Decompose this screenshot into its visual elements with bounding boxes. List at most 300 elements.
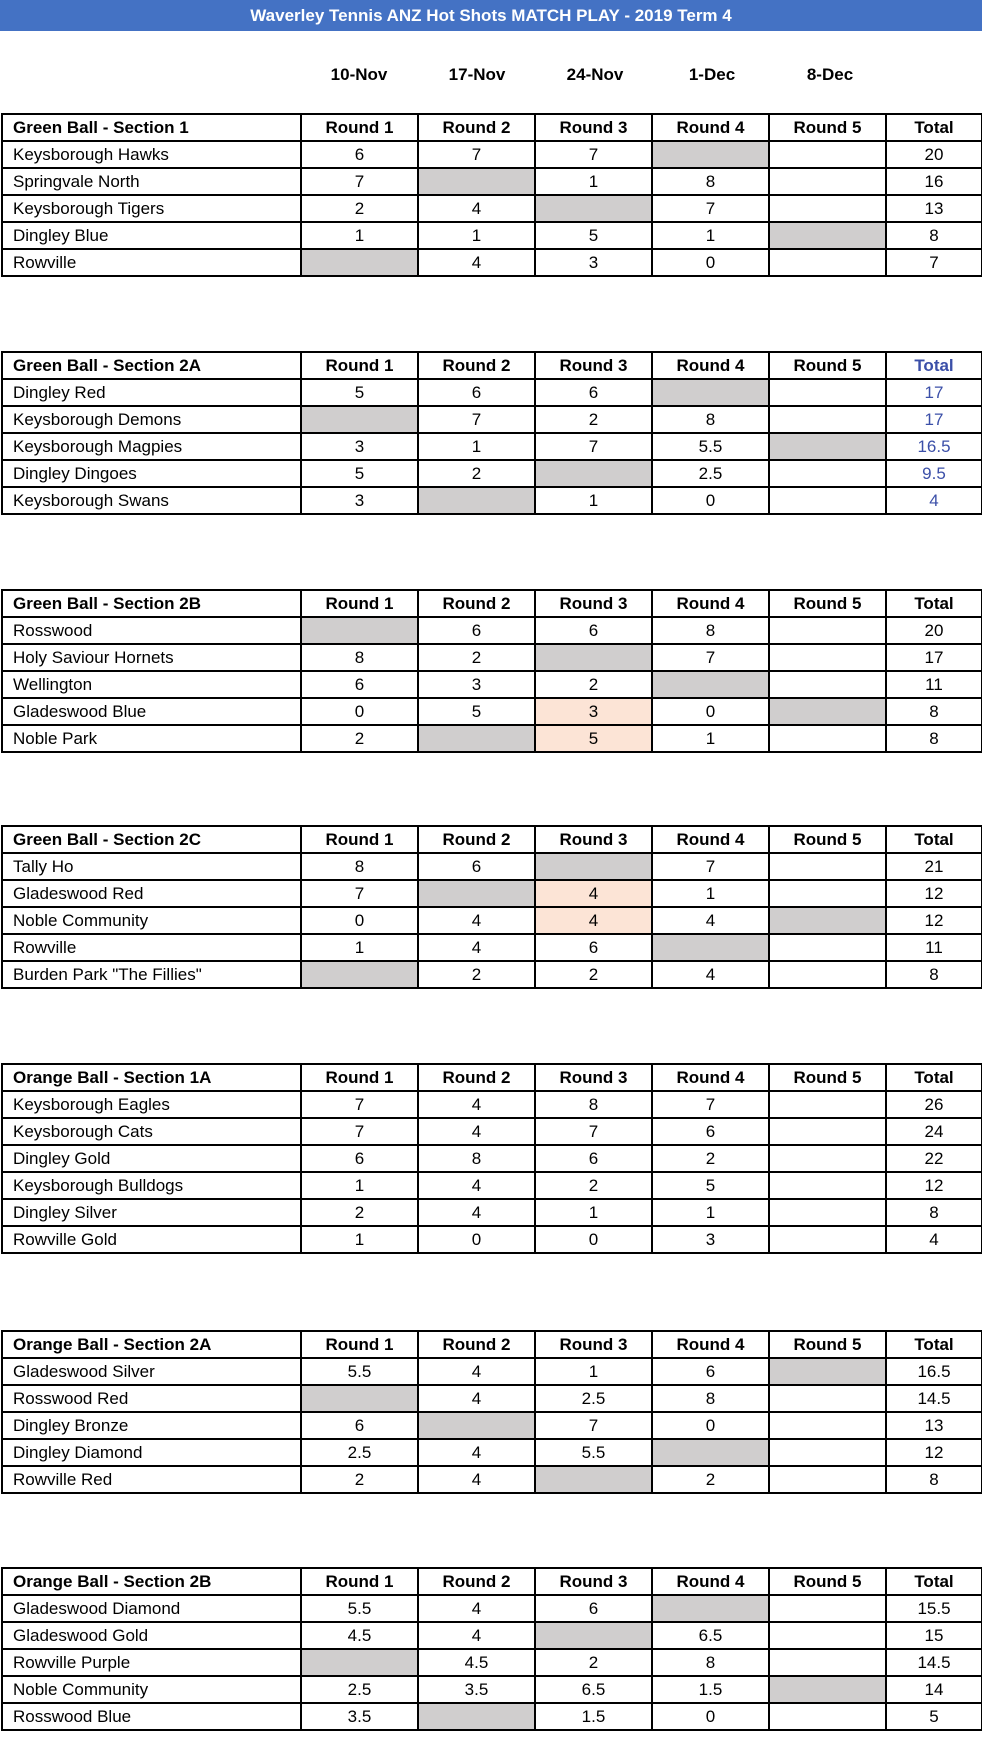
round-3-score: 1 [535, 1199, 652, 1226]
total-cell: 8 [886, 725, 982, 752]
section-name: Orange Ball - Section 2B [2, 1568, 301, 1595]
round-1-score: 3.5 [301, 1703, 418, 1730]
round-5-header: Round 5 [769, 1064, 886, 1091]
total-cell: 4 [886, 1226, 982, 1253]
total-cell: 8 [886, 222, 982, 249]
round-4-score: 6.5 [652, 1622, 769, 1649]
round-dates-row [0, 60, 982, 90]
round-5-score [769, 617, 886, 644]
round-3-score [535, 853, 652, 880]
round-5-score [769, 1622, 886, 1649]
team-name: Keysborough Eagles [2, 1091, 301, 1118]
table-row [2, 617, 982, 644]
table-row [2, 1145, 982, 1172]
round-2-score: 4 [418, 1358, 535, 1385]
round-5-header: Round 5 [769, 1568, 886, 1595]
team-name: Rowville Gold [2, 1226, 301, 1253]
total-cell: 13 [886, 195, 982, 222]
round-5-score [769, 195, 886, 222]
round-5-score [769, 1676, 886, 1703]
table-row [2, 379, 982, 406]
total-cell: 20 [886, 141, 982, 168]
round-1-score [301, 1649, 418, 1676]
date-round-4: 1-Dec [688, 65, 736, 84]
section-header-row [2, 1064, 982, 1091]
round-4-header: Round 4 [652, 1568, 769, 1595]
total-cell: 7 [886, 249, 982, 276]
total-header: Total [886, 114, 982, 141]
round-5-score [769, 379, 886, 406]
round-2-header: Round 2 [418, 1331, 535, 1358]
section-header-row [2, 1568, 982, 1595]
total-cell: 8 [886, 961, 982, 988]
round-2-score: 4 [418, 1439, 535, 1466]
round-1-score [301, 1385, 418, 1412]
team-name: Dingley Dingoes [2, 460, 301, 487]
team-name: Keysborough Bulldogs [2, 1172, 301, 1199]
round-5-score [769, 433, 886, 460]
round-5-score [769, 249, 886, 276]
round-3-score: 1.5 [535, 1703, 652, 1730]
team-name: Noble Park [2, 725, 301, 752]
total-cell: 8 [886, 1466, 982, 1493]
round-3-score: 1 [535, 1358, 652, 1385]
team-name: Dingley Gold [2, 1145, 301, 1172]
round-1-score: 1 [301, 1172, 418, 1199]
table-row [2, 222, 982, 249]
round-2-score: 4 [418, 1199, 535, 1226]
round-3-score: 2 [535, 1649, 652, 1676]
round-2-score: 4 [418, 1091, 535, 1118]
round-1-score: 2.5 [301, 1439, 418, 1466]
section-name: Orange Ball - Section 2A [2, 1331, 301, 1358]
round-5-score [769, 1412, 886, 1439]
round-4-score [652, 1595, 769, 1622]
round-1-score: 3 [301, 487, 418, 514]
round-5-score [769, 1385, 886, 1412]
total-cell: 4 [886, 487, 982, 514]
table-row [2, 141, 982, 168]
round-1-score: 7 [301, 168, 418, 195]
page-title: Waverley Tennis ANZ Hot Shots MATCH PLAY - 2019 Term 4 [0, 0, 982, 31]
table-row [2, 934, 982, 961]
round-5-score [769, 1649, 886, 1676]
round-5-score [769, 698, 886, 725]
round-5-score [769, 1172, 886, 1199]
round-3-score: 7 [535, 1412, 652, 1439]
round-1-score: 3 [301, 433, 418, 460]
round-4-score: 2 [652, 1145, 769, 1172]
round-4-score: 2.5 [652, 460, 769, 487]
table-row [2, 1466, 982, 1493]
total-cell: 8 [886, 698, 982, 725]
round-4-score: 0 [652, 1412, 769, 1439]
table-row [2, 725, 982, 752]
table-row [2, 1703, 982, 1730]
team-name: Dingley Silver [2, 1199, 301, 1226]
round-1-score: 7 [301, 1091, 418, 1118]
team-name: Gladeswood Blue [2, 698, 301, 725]
table-row [2, 1412, 982, 1439]
round-3-score: 6 [535, 617, 652, 644]
round-3-score [535, 460, 652, 487]
team-name: Keysborough Tigers [2, 195, 301, 222]
section-name: Orange Ball - Section 1A [2, 1064, 301, 1091]
section-table-5 [1, 1063, 982, 1254]
section-table-2 [1, 351, 982, 515]
table-row [2, 195, 982, 222]
round-2-score [418, 1703, 535, 1730]
round-5-score [769, 1595, 886, 1622]
total-header: Total [886, 1568, 982, 1595]
round-4-score: 5.5 [652, 433, 769, 460]
table-row [2, 460, 982, 487]
round-1-score [301, 617, 418, 644]
round-4-score: 1 [652, 880, 769, 907]
round-5-score [769, 168, 886, 195]
round-1-score [301, 406, 418, 433]
round-5-score [769, 1703, 886, 1730]
section-table-7 [1, 1567, 982, 1731]
round-5-score [769, 487, 886, 514]
team-name: Keysborough Cats [2, 1118, 301, 1145]
round-1-score: 6 [301, 1145, 418, 1172]
round-3-header: Round 3 [535, 352, 652, 379]
total-cell: 17 [886, 379, 982, 406]
table-row [2, 1091, 982, 1118]
round-4-score [652, 141, 769, 168]
round-4-score: 4 [652, 907, 769, 934]
total-cell: 12 [886, 907, 982, 934]
round-2-score: 4 [418, 1118, 535, 1145]
round-2-score: 2 [418, 961, 535, 988]
round-2-score: 4 [418, 1622, 535, 1649]
round-1-score: 7 [301, 1118, 418, 1145]
total-cell: 11 [886, 671, 982, 698]
round-3-score: 4 [535, 907, 652, 934]
round-4-score: 8 [652, 1385, 769, 1412]
table-row [2, 433, 982, 460]
round-1-score: 8 [301, 853, 418, 880]
round-5-score [769, 1118, 886, 1145]
round-2-score: 7 [418, 141, 535, 168]
round-5-score [769, 141, 886, 168]
round-4-score: 8 [652, 617, 769, 644]
round-3-score: 4 [535, 880, 652, 907]
round-1-header: Round 1 [301, 1331, 418, 1358]
round-3-score [535, 644, 652, 671]
round-5-score [769, 880, 886, 907]
team-name: Rowville Red [2, 1466, 301, 1493]
round-1-score: 2 [301, 1199, 418, 1226]
team-name: Keysborough Magpies [2, 433, 301, 460]
round-2-header: Round 2 [418, 114, 535, 141]
round-2-score: 4 [418, 907, 535, 934]
table-row [2, 1439, 982, 1466]
round-3-score: 5 [535, 725, 652, 752]
team-name: Springvale North [2, 168, 301, 195]
round-2-score: 7 [418, 406, 535, 433]
round-2-score: 0 [418, 1226, 535, 1253]
round-3-score: 6 [535, 1145, 652, 1172]
round-4-score: 8 [652, 406, 769, 433]
team-name: Gladeswood Gold [2, 1622, 301, 1649]
section-header-row [2, 826, 982, 853]
total-cell: 14 [886, 1676, 982, 1703]
round-3-score: 5 [535, 222, 652, 249]
round-4-score: 4 [652, 961, 769, 988]
total-cell: 9.5 [886, 460, 982, 487]
round-3-score: 2.5 [535, 1385, 652, 1412]
round-1-score: 7 [301, 880, 418, 907]
round-4-header: Round 4 [652, 590, 769, 617]
round-2-header: Round 2 [418, 1064, 535, 1091]
total-cell: 14.5 [886, 1649, 982, 1676]
round-1-score [301, 961, 418, 988]
table-row [2, 961, 982, 988]
round-5-score [769, 934, 886, 961]
total-header: Total [886, 590, 982, 617]
round-4-score [652, 934, 769, 961]
round-5-score [769, 725, 886, 752]
round-1-header: Round 1 [301, 826, 418, 853]
round-1-header: Round 1 [301, 1568, 418, 1595]
round-3-score: 7 [535, 1118, 652, 1145]
table-row [2, 249, 982, 276]
round-2-score: 3 [418, 671, 535, 698]
round-1-score: 8 [301, 644, 418, 671]
round-4-header: Round 4 [652, 826, 769, 853]
round-5-score [769, 1466, 886, 1493]
round-1-score: 2.5 [301, 1676, 418, 1703]
date-round-5: 8-Dec [806, 65, 854, 84]
team-name: Dingley Blue [2, 222, 301, 249]
team-name: Rosswood Blue [2, 1703, 301, 1730]
team-name: Keysborough Demons [2, 406, 301, 433]
team-name: Dingley Diamond [2, 1439, 301, 1466]
section-table-6 [1, 1330, 982, 1494]
round-3-score: 3 [535, 249, 652, 276]
round-4-score: 7 [652, 853, 769, 880]
round-2-header: Round 2 [418, 590, 535, 617]
table-row [2, 1595, 982, 1622]
round-3-header: Round 3 [535, 590, 652, 617]
round-4-score: 1 [652, 1199, 769, 1226]
team-name: Tally Ho [2, 853, 301, 880]
round-1-score: 0 [301, 698, 418, 725]
total-cell: 15 [886, 1622, 982, 1649]
team-name: Keysborough Hawks [2, 141, 301, 168]
table-row [2, 644, 982, 671]
round-4-score: 7 [652, 644, 769, 671]
round-3-score: 1 [535, 487, 652, 514]
total-cell: 16 [886, 168, 982, 195]
round-2-header: Round 2 [418, 1568, 535, 1595]
round-5-score [769, 1439, 886, 1466]
round-3-score [535, 1466, 652, 1493]
total-cell: 26 [886, 1091, 982, 1118]
date-round-3: 24-Nov [566, 65, 624, 84]
team-name: Rowville [2, 249, 301, 276]
round-4-score: 2 [652, 1466, 769, 1493]
round-2-score: 4 [418, 1595, 535, 1622]
round-5-score [769, 907, 886, 934]
round-2-header: Round 2 [418, 826, 535, 853]
round-5-score [769, 406, 886, 433]
round-2-score [418, 880, 535, 907]
section-table-1 [1, 113, 982, 277]
round-1-score: 5 [301, 460, 418, 487]
team-name: Noble Community [2, 907, 301, 934]
total-cell: 21 [886, 853, 982, 880]
round-4-score [652, 379, 769, 406]
section-header-row [2, 1331, 982, 1358]
round-5-header: Round 5 [769, 826, 886, 853]
round-5-score [769, 1199, 886, 1226]
round-2-score: 2 [418, 644, 535, 671]
round-4-score: 3 [652, 1226, 769, 1253]
total-cell: 20 [886, 617, 982, 644]
round-2-score: 4 [418, 1385, 535, 1412]
table-row [2, 880, 982, 907]
round-3-header: Round 3 [535, 1331, 652, 1358]
table-row [2, 1385, 982, 1412]
team-name: Dingley Red [2, 379, 301, 406]
round-5-header: Round 5 [769, 114, 886, 141]
round-3-score: 6 [535, 379, 652, 406]
round-5-header: Round 5 [769, 590, 886, 617]
round-5-score [769, 644, 886, 671]
round-4-score: 5 [652, 1172, 769, 1199]
round-1-score: 1 [301, 1226, 418, 1253]
section-name: Green Ball - Section 2C [2, 826, 301, 853]
round-5-score [769, 671, 886, 698]
round-2-score: 6 [418, 617, 535, 644]
round-1-header: Round 1 [301, 114, 418, 141]
round-5-header: Round 5 [769, 352, 886, 379]
team-name: Gladeswood Diamond [2, 1595, 301, 1622]
round-3-score: 3 [535, 698, 652, 725]
round-3-score [535, 1622, 652, 1649]
team-name: Rowville [2, 934, 301, 961]
team-name: Keysborough Swans [2, 487, 301, 514]
round-3-score: 2 [535, 1172, 652, 1199]
round-3-score: 6 [535, 1595, 652, 1622]
round-1-score: 2 [301, 195, 418, 222]
team-name: Gladeswood Red [2, 880, 301, 907]
section-header-row [2, 590, 982, 617]
section-name: Green Ball - Section 1 [2, 114, 301, 141]
round-2-score: 5 [418, 698, 535, 725]
round-4-score [652, 671, 769, 698]
team-name: Wellington [2, 671, 301, 698]
round-2-score: 6 [418, 379, 535, 406]
section-header-row [2, 114, 982, 141]
team-name: Holy Saviour Hornets [2, 644, 301, 671]
table-row [2, 907, 982, 934]
round-5-score [769, 460, 886, 487]
date-round-1: 10-Nov [330, 65, 388, 84]
table-row [2, 168, 982, 195]
round-3-header: Round 3 [535, 1568, 652, 1595]
round-2-score: 6 [418, 853, 535, 880]
section-header-row [2, 352, 982, 379]
total-cell: 12 [886, 1172, 982, 1199]
round-2-score: 1 [418, 222, 535, 249]
round-1-score: 6 [301, 141, 418, 168]
round-4-score: 0 [652, 249, 769, 276]
total-cell: 11 [886, 934, 982, 961]
total-cell: 16.5 [886, 1358, 982, 1385]
round-4-score: 0 [652, 487, 769, 514]
round-3-score: 7 [535, 433, 652, 460]
round-4-score: 7 [652, 1091, 769, 1118]
round-1-score: 5.5 [301, 1595, 418, 1622]
team-name: Burden Park "The Fillies" [2, 961, 301, 988]
table-row [2, 671, 982, 698]
table-row [2, 1649, 982, 1676]
round-3-score: 8 [535, 1091, 652, 1118]
table-row [2, 487, 982, 514]
round-3-score: 6 [535, 934, 652, 961]
table-row [2, 1172, 982, 1199]
round-1-header: Round 1 [301, 590, 418, 617]
round-3-score: 7 [535, 141, 652, 168]
round-1-score: 6 [301, 1412, 418, 1439]
total-cell: 13 [886, 1412, 982, 1439]
round-1-score: 0 [301, 907, 418, 934]
round-1-score [301, 249, 418, 276]
team-name: Noble Community [2, 1676, 301, 1703]
round-2-score: 1 [418, 433, 535, 460]
total-cell: 5 [886, 1703, 982, 1730]
round-4-header: Round 4 [652, 352, 769, 379]
total-cell: 12 [886, 1439, 982, 1466]
team-name: Rowville Purple [2, 1649, 301, 1676]
round-2-score: 4 [418, 1466, 535, 1493]
total-cell: 12 [886, 880, 982, 907]
section-table-4 [1, 825, 982, 989]
round-5-score [769, 1358, 886, 1385]
total-cell: 14.5 [886, 1385, 982, 1412]
round-2-score [418, 725, 535, 752]
total-cell: 22 [886, 1145, 982, 1172]
round-4-score: 6 [652, 1358, 769, 1385]
table-row [2, 1118, 982, 1145]
round-4-score: 7 [652, 195, 769, 222]
total-header: Total [886, 1331, 982, 1358]
round-1-score: 4.5 [301, 1622, 418, 1649]
total-cell: 8 [886, 1199, 982, 1226]
round-2-score [418, 487, 535, 514]
round-1-score: 1 [301, 222, 418, 249]
round-1-header: Round 1 [301, 352, 418, 379]
round-2-header: Round 2 [418, 352, 535, 379]
round-2-score: 2 [418, 460, 535, 487]
round-1-score: 2 [301, 1466, 418, 1493]
total-cell: 15.5 [886, 1595, 982, 1622]
round-1-score: 5 [301, 379, 418, 406]
round-4-score: 0 [652, 1703, 769, 1730]
round-4-score: 8 [652, 1649, 769, 1676]
round-3-score: 5.5 [535, 1439, 652, 1466]
total-cell: 17 [886, 406, 982, 433]
total-header: Total [886, 352, 982, 379]
round-1-score: 6 [301, 671, 418, 698]
table-row [2, 1226, 982, 1253]
round-4-score: 1.5 [652, 1676, 769, 1703]
round-2-score: 4 [418, 249, 535, 276]
